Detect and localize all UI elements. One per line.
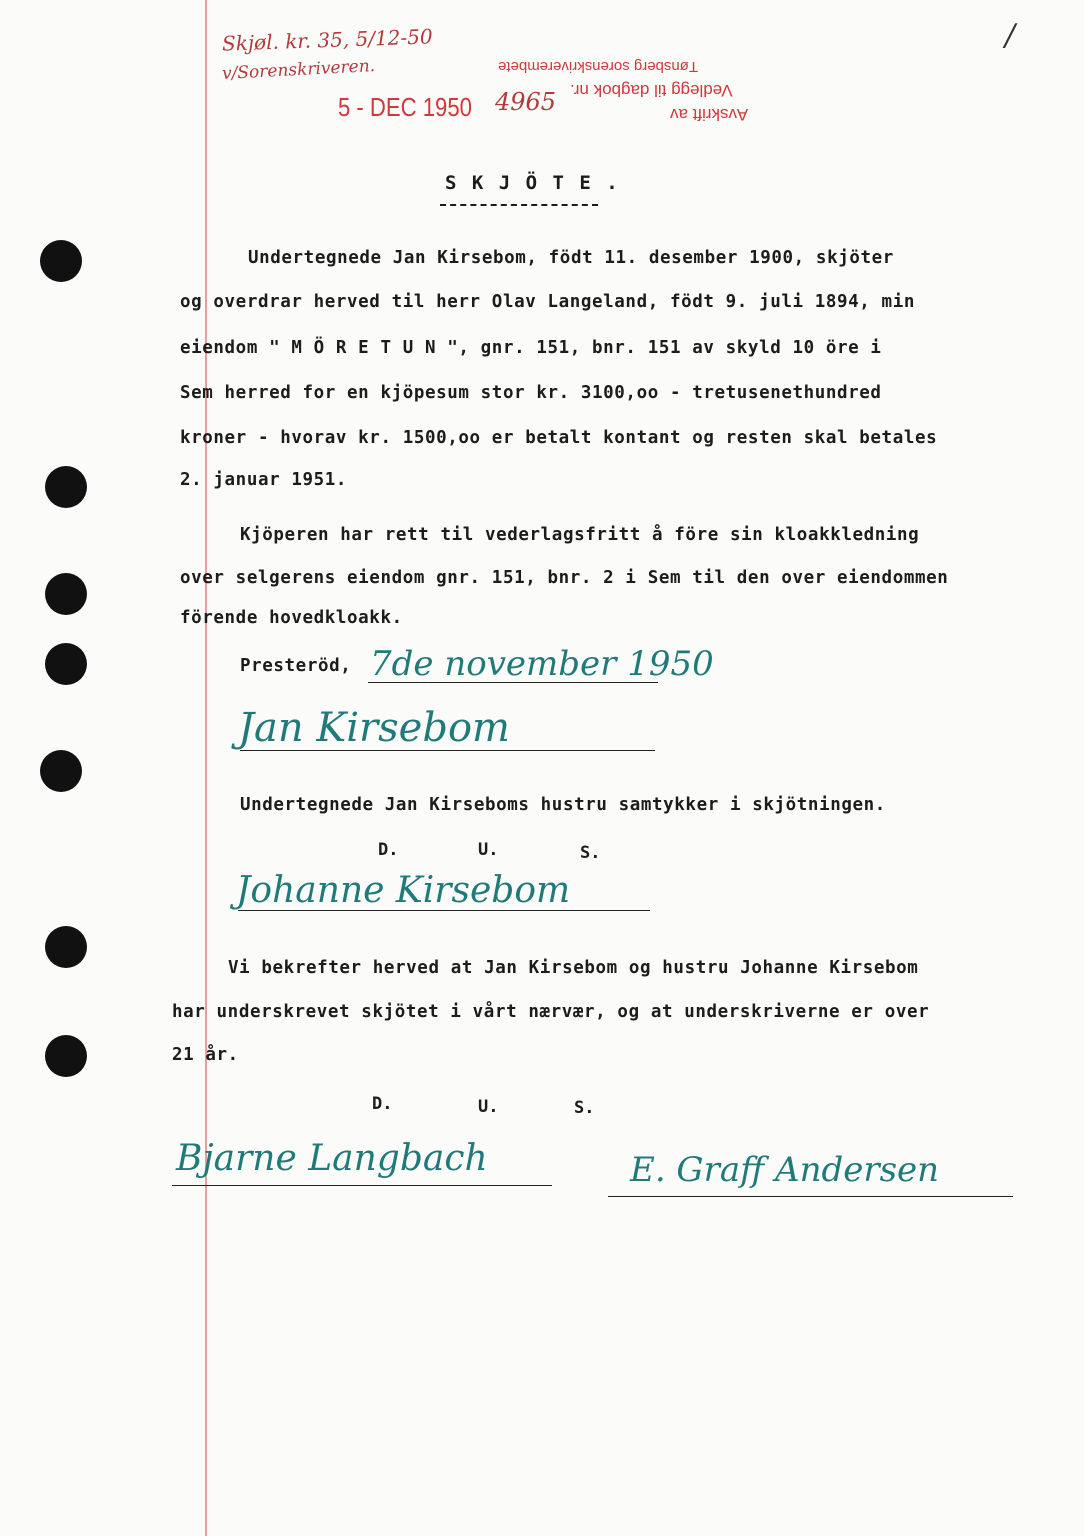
punch-hole <box>40 240 82 282</box>
wife-signature: Johanne Kirsebom <box>236 870 571 911</box>
paragraph1-line: og overdrar herved til herr Olav Langeland, födt 9. juli 1894, min <box>180 292 915 312</box>
paragraph1-line: Sem herred for en kjöpesum stor kr. 3100,oo - tretusenethundred <box>180 383 882 403</box>
dus-initial: U. <box>478 840 499 860</box>
tick-mark: / <box>1005 18 1016 53</box>
witness2-signature: E. Graff Andersen <box>630 1150 940 1190</box>
witness-statement-line: har underskrevet skjötet i vårt nærvær, og at underskriverne er over <box>172 1002 930 1022</box>
dus-initial: S. <box>580 843 601 863</box>
dus-initial: D. <box>378 840 399 860</box>
dus-initial: U. <box>478 1097 499 1117</box>
witness1-signature: Bjarne Langbach <box>176 1138 488 1179</box>
stamp-date: 5 - DEC 1950 <box>338 92 472 122</box>
punch-hole <box>45 573 87 615</box>
paragraph1-line: 2. januar 1951. <box>180 470 348 490</box>
handwritten-date: 7de november 1950 <box>370 644 714 684</box>
paragraph2-line: over selgerens eiendom gnr. 151, bnr. 2 i Sem til den over eiendommen <box>180 568 949 588</box>
punch-hole <box>45 466 87 508</box>
dus-initial: S. <box>574 1098 595 1118</box>
stamp-avskrift-line: Avskrift av <box>670 105 749 124</box>
signature-line <box>608 1196 1013 1197</box>
signature-line <box>172 1185 552 1186</box>
stamp-dagbok-line: Vedlegg til dagbok nr. <box>570 81 733 100</box>
punch-hole <box>40 750 82 792</box>
paragraph2-line: förende hovedkloakk. <box>180 608 403 628</box>
stamp-office-line: Tønsberg sorenskriverembete <box>498 58 699 75</box>
punch-hole <box>45 926 87 968</box>
paragraph1-line: eiendom " M Ö R E T U N ", gnr. 151, bnr. 151 av skyld 10 öre i <box>180 338 882 358</box>
signature-line <box>240 750 655 751</box>
punch-hole <box>45 1035 87 1077</box>
date-line <box>368 682 658 683</box>
handwritten-dagbok-number: 4965 <box>495 88 557 116</box>
punch-hole <box>45 643 87 685</box>
place: Presteröd, <box>240 656 352 676</box>
document-title: S K J Ö T E . <box>445 172 620 194</box>
title-underline <box>440 204 598 206</box>
handwritten-reference: Skjøl. kr. 35, 5/12-50 <box>221 24 434 56</box>
dus-initial: D. <box>372 1094 393 1114</box>
seller-signature: Jan Kirsebom <box>238 705 510 751</box>
wife-consent: Undertegnede Jan Kirseboms hustru samtykker i skjötningen. <box>240 795 886 815</box>
witness-statement-line: Vi bekrefter herved at Jan Kirsebom og hustru Johanne Kirsebom <box>228 958 919 978</box>
handwritten-recipient: v/Sorenskriveren. <box>221 56 376 84</box>
paragraph1-line: Undertegnede Jan Kirsebom, födt 11. desember 1900, skjöter <box>248 248 894 268</box>
signature-line <box>238 910 650 911</box>
paragraph1-line: kroner - hvorav kr. 1500,oo er betalt kontant og resten skal betales <box>180 428 938 448</box>
paragraph2-line: Kjöperen har rett til vederlagsfritt å före sin kloakkledning <box>240 525 920 545</box>
margin-rule <box>205 0 207 1536</box>
witness-statement-line: 21 år. <box>172 1045 239 1065</box>
